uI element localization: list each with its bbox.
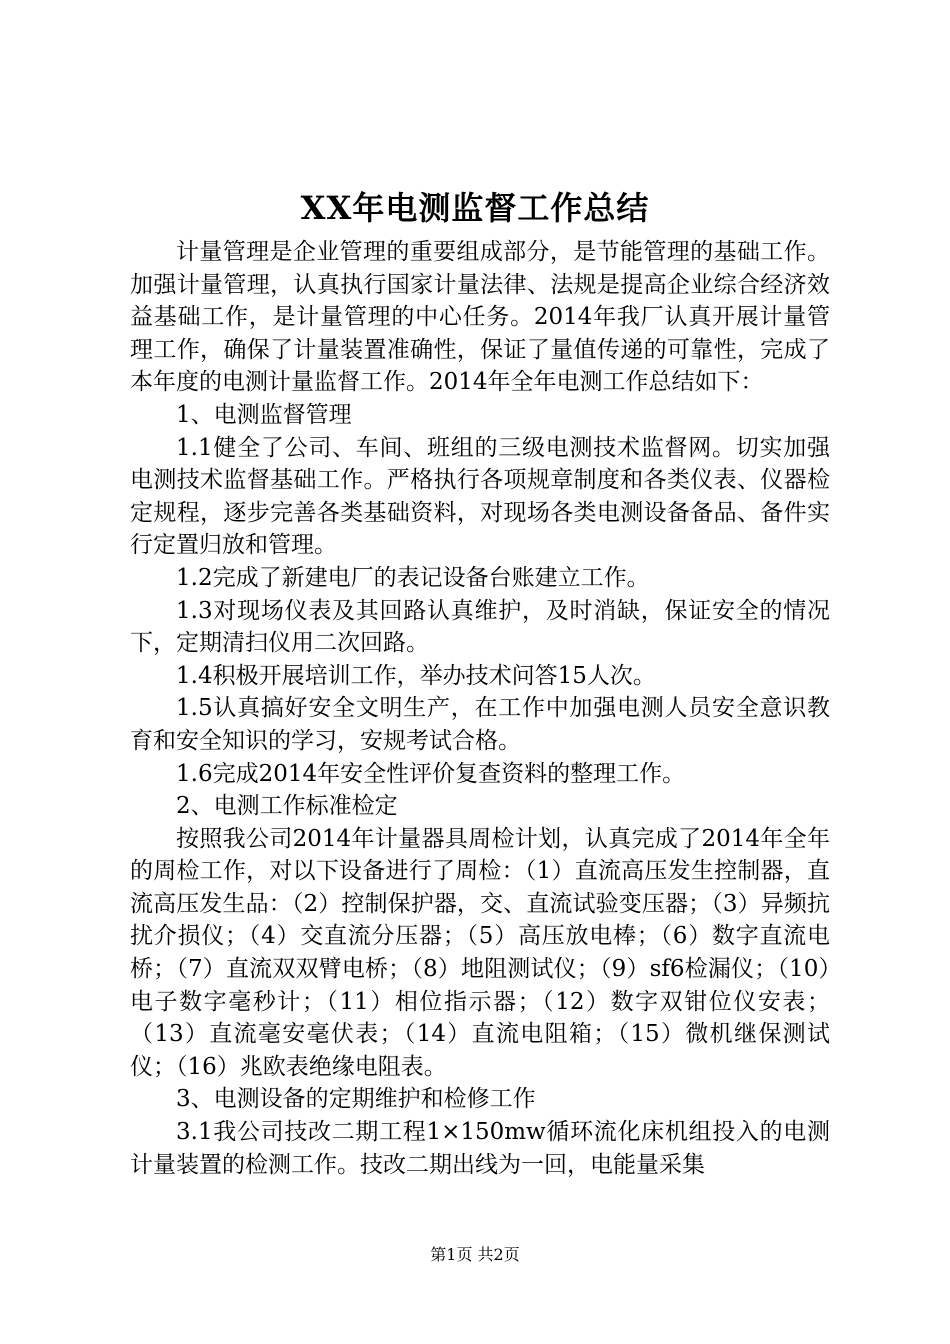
body-paragraph: 1.3对现场仪表及其回路认真维护，及时消缺，保证安全的情况下，定期清扫仪用二次回路。 [130, 597, 830, 657]
body-paragraph: 1.1健全了公司、车间、班组的三级电测技术监督网。切实加强电测技术监督基础工作。严格执行各项规章制度和各类仪表、仪器检定规程，逐步完善各类基础资料，对现场各类电测设备备品、备件实行定置归放和管理。 [130, 434, 830, 559]
body-paragraph: 1.5认真搞好安全文明生产，在工作中加强电测人员安全意识教育和安全知识的学习，安规考试合格。 [130, 695, 830, 754]
section-heading: 2、电测工作标准检定 [176, 793, 398, 820]
body-paragraph: 1.6完成2014年安全性评价复查资料的整理工作。 [176, 760, 686, 787]
body-paragraph: 按照我公司2014年计量器具周检计划，认真完成了2014年全年的周检工作，对以下设备进行了周检：（1）直流高压发生控制器，直流高压发生品：（2）控制保护器，交、直流试验变压器；（3）异频抗扰介损仪；（4）交直流分压器；（5）高压放电棒；（6）数字直流电桥；（7）直流双双臂电桥；（8）地阻测试仪；（9）sf6检漏仪；（10）电子数字毫秒计；（11）相位指示器；（12）数字双钳位仪安表；（13）直流毫安毫伏表；（14）直流电阻箱；（15）微机继保测试仪；（16）兆欧表绝缘电阻表。 [130, 825, 830, 1080]
page-number-footer: 第1页 共2页 [430, 1245, 520, 1264]
intro-paragraph: 计量管理是企业管理的重要组成部分，是节能管理的基础工作。加强计量管理，认真执行国家计量法律、法规是提高企业综合经济效益基础工作，是计量管理的中心任务。2014年我厂认真开展计量管理工作，确保了计量装置准确性，保证了量值传递的可靠性，完成了本年度的电测计量监督工作。2014年全年电测工作总结如下： [130, 239, 830, 396]
document-body [130, 236, 830, 1181]
body-paragraph: 1.2完成了新建电厂的表记设备台账建立工作。 [176, 564, 650, 591]
body-paragraph: 1.4积极开展培训工作，举办技术问答15人次。 [176, 662, 656, 689]
section-heading: 1、电测监督管理 [176, 401, 352, 428]
body-paragraph: 3.1我公司技改二期工程1×150mw循环流化床机组投入的电测计量装置的检测工作。技改二期出线为一回，电能量采集 [130, 1119, 830, 1178]
section-heading: 3、电测设备的定期维护和检修工作 [176, 1086, 536, 1113]
document-title: XX年电测监督工作总结 [300, 189, 650, 227]
